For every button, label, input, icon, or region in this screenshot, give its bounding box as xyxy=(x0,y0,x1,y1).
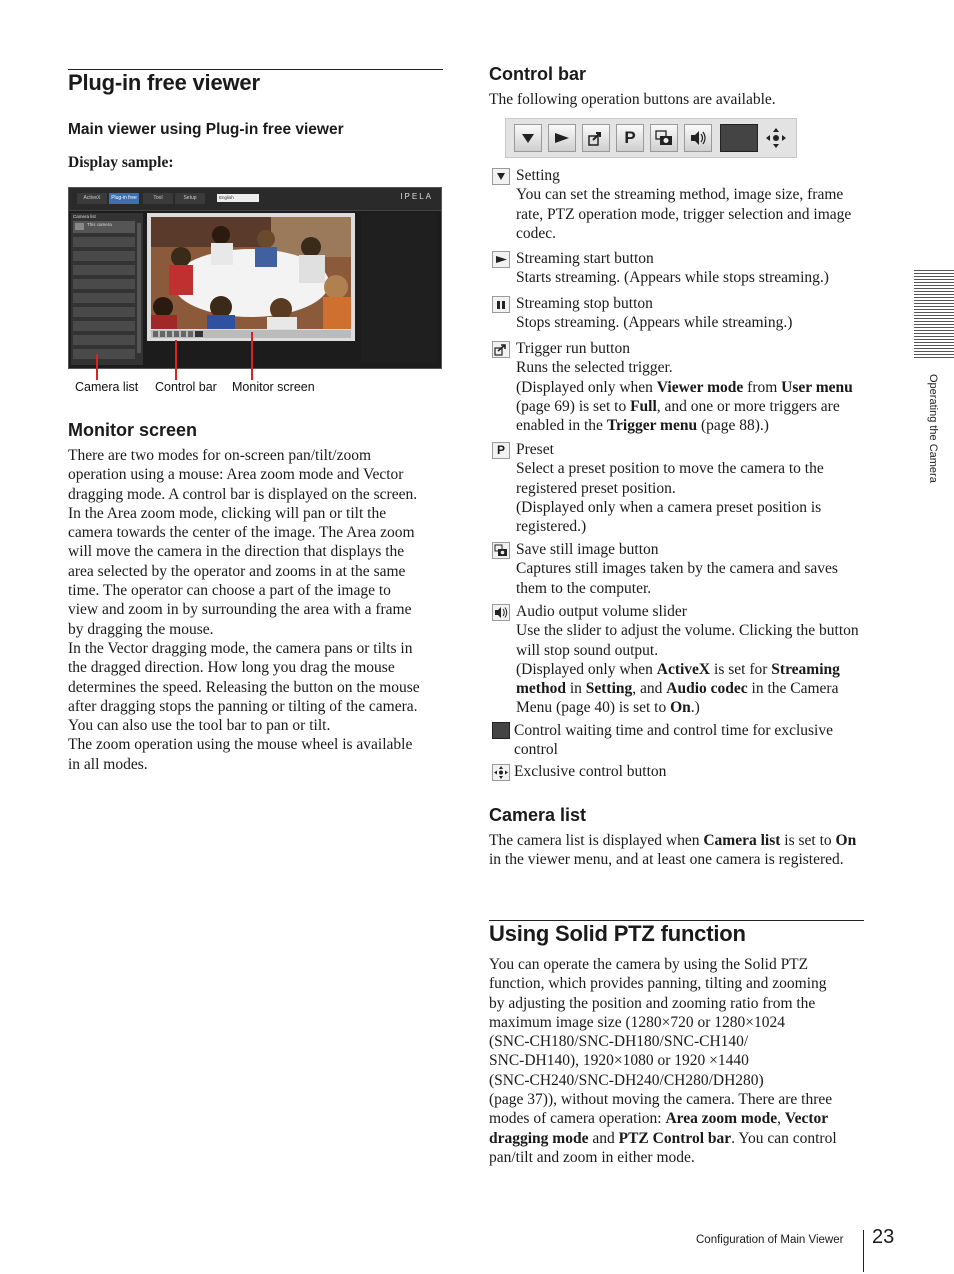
setting-triangle-icon xyxy=(514,124,542,152)
text-line: In the Area zoom mode, clicking will pan or tilt the xyxy=(68,504,387,522)
note-bold: User menu xyxy=(781,378,853,396)
text-line xyxy=(489,1109,869,1128)
note-bold: ActiveX xyxy=(656,660,711,678)
section-title: Plug-in free viewer xyxy=(68,70,260,95)
text-line: camera towards the center of the image. The Area zoom xyxy=(68,524,415,542)
list-row xyxy=(73,307,135,317)
item-title: Preset xyxy=(516,441,554,458)
note-bold: Streaming method xyxy=(516,660,840,698)
callout-line-control-bar xyxy=(175,340,177,380)
language-select: English xyxy=(217,194,259,202)
text-line: function, which provides panning, tilting and zooming xyxy=(489,975,827,993)
classroom-photo xyxy=(151,217,351,329)
note-text: is set for xyxy=(710,660,772,678)
camera-list-heading: Camera list xyxy=(489,805,587,825)
text-line: view and zoom in by surrounding the area with a frame xyxy=(68,601,412,619)
trigger-icon xyxy=(492,341,510,358)
speaker-icon xyxy=(684,124,712,152)
control-bar-image xyxy=(505,118,797,158)
list-row xyxy=(73,279,135,289)
callout-control-bar: Control bar xyxy=(155,380,217,394)
control-time-indicator xyxy=(720,124,758,152)
callout-line-monitor-screen xyxy=(251,332,253,380)
item-body: Captures still images taken by the camera and saves them to the computer. xyxy=(516,560,838,597)
note-text: (Displayed only when xyxy=(516,660,657,678)
note-bold: Audio codec xyxy=(666,680,748,698)
text-line: (SNC-CH180/SNC-DH180/SNC-CH140/ xyxy=(489,1033,749,1051)
list-row xyxy=(73,321,135,331)
callout-camera-list: Camera list xyxy=(75,380,139,394)
text-bold: PTZ Control bar xyxy=(618,1129,732,1147)
text-line xyxy=(489,1129,869,1148)
exclusive-control-icon xyxy=(492,764,510,781)
setting-triangle-icon xyxy=(492,168,510,185)
item-title: Control waiting time and control time for exclusive control xyxy=(514,722,833,759)
text-line: in all modes. xyxy=(68,755,148,773)
exclusive-control-icon xyxy=(762,124,790,152)
control-bar-intro: The following operation buttons are available. xyxy=(489,91,776,108)
item-title: Trigger run button xyxy=(516,340,630,357)
preset-p-icon: P xyxy=(616,124,644,152)
text-line: will move the camera in the direction that displays the xyxy=(68,543,405,561)
item-note: (Displayed only when a camera preset position is registered.) xyxy=(516,498,822,536)
control-time-icon xyxy=(492,722,510,739)
side-tab-label: Operating the Camera xyxy=(927,374,939,483)
note-text: .) xyxy=(690,699,700,717)
text-run: and xyxy=(588,1129,619,1147)
item-title: Streaming start button xyxy=(516,250,654,267)
text-line: The zoom operation using the mouse wheel is available xyxy=(68,736,413,754)
item-body: Starts streaming. (Appears while stops streaming.) xyxy=(516,269,829,287)
viewer-top-bar xyxy=(69,188,441,211)
note-text: (page 88).) xyxy=(697,417,769,435)
text-line: You can also use the tool bar to pan or tilt. xyxy=(68,717,331,735)
camera-entry-label: This camera xyxy=(87,222,112,227)
text-bold: Camera list xyxy=(703,832,781,849)
camera-list-header: Camera list xyxy=(73,214,96,219)
subsection-title: Main viewer using Plug-in free viewer xyxy=(68,121,344,138)
viewer-screenshot xyxy=(68,187,442,369)
camera-list-panel xyxy=(71,213,143,365)
play-icon xyxy=(548,124,576,152)
list-row xyxy=(73,237,135,247)
text-line: maximum image size (1280×720 or 1280×1024 xyxy=(489,1013,786,1031)
note-text: , and xyxy=(632,680,667,698)
note-text: (page 69) is set to xyxy=(516,397,631,415)
text-bold: dragging mode xyxy=(489,1129,589,1147)
callout-line-camera-list xyxy=(96,354,98,380)
page-number: 23 xyxy=(872,1226,895,1248)
callout-monitor-screen: Monitor screen xyxy=(232,380,315,394)
item-title: Save still image button xyxy=(516,541,659,558)
monitor-screen xyxy=(147,213,355,341)
text-bold: Area zoom mode xyxy=(665,1110,778,1128)
play-icon xyxy=(492,251,510,268)
camera-list-text xyxy=(489,831,864,870)
item-body: Stops streaming. (Appears while streaming.) xyxy=(516,314,793,332)
speaker-icon xyxy=(492,604,510,621)
tab-activex: ActiveX xyxy=(77,193,107,204)
list-row xyxy=(73,335,135,345)
text-run: The camera list is displayed when xyxy=(489,832,704,849)
text-line: after dragging stops the panning or tilting of the camera. xyxy=(68,697,418,715)
tab-setup: Setup xyxy=(175,193,205,204)
item-body: You can set the streaming method, image size, frame rate, PTZ operation mode, trigger selection and image codec. xyxy=(516,186,852,242)
item-title: Exclusive control button xyxy=(514,763,667,780)
note-text: (Displayed only when xyxy=(516,378,657,396)
text-run: , xyxy=(777,1110,785,1128)
text-line: In the Vector dragging mode, the camera pans or tilts in xyxy=(68,639,413,657)
trigger-icon xyxy=(582,124,610,152)
text-line: determines the speed. Releasing the button on the mouse xyxy=(68,678,420,696)
text-line: There are two modes for on-screen pan/tilt/zoom xyxy=(68,447,371,464)
note-text: in xyxy=(565,680,586,698)
note-text: , and one or more triggers are enabled in the xyxy=(516,397,840,435)
footer-section: Configuration of Main Viewer xyxy=(696,1234,844,1246)
monitor-screen-heading: Monitor screen xyxy=(68,420,198,440)
footer-divider xyxy=(863,1230,864,1272)
text-line: area selected by the operator and zooms in at the same xyxy=(68,562,406,580)
tab-tool: Tool xyxy=(143,193,173,204)
text-line: pan/tilt and zoom in either mode. xyxy=(489,1148,695,1166)
text-line: (SNC-CH240/SNC-DH240/CH280/DH280) xyxy=(489,1071,764,1089)
text-line: operation using a mouse: Area zoom mode and Vector xyxy=(68,466,404,484)
control-bar-heading: Control bar xyxy=(489,64,586,84)
camera-save-icon xyxy=(492,542,510,559)
list-row xyxy=(73,265,135,275)
item-title: Audio output volume slider xyxy=(516,603,687,620)
camera-save-icon xyxy=(650,124,678,152)
list-row xyxy=(73,293,135,303)
side-tab-stripes xyxy=(914,270,954,360)
text-run: is set to xyxy=(780,832,836,849)
note-bold: Full xyxy=(630,397,657,415)
text-run: . You can control xyxy=(731,1129,837,1147)
pause-icon xyxy=(492,296,510,313)
camera-entry xyxy=(73,221,135,233)
camera-image xyxy=(151,217,351,329)
preset-p-icon: P xyxy=(492,442,510,459)
text-line: time. The operator can choose a part of the image to xyxy=(68,582,391,600)
text-line: (page 37)), without moving the camera. There are three xyxy=(489,1091,833,1109)
solid-ptz-text xyxy=(489,955,869,1167)
note-bold: Viewer mode xyxy=(656,378,744,396)
text-line: by dragging the mouse. xyxy=(68,620,214,638)
note-bold: Trigger menu xyxy=(606,417,698,435)
tab-plugin-free: Plug-in free xyxy=(109,193,139,204)
text-run: in the viewer menu, and at least one camera is registered. xyxy=(489,851,844,869)
note-bold: On xyxy=(670,699,691,717)
item-title: Setting xyxy=(516,167,560,184)
item-title: Streaming stop button xyxy=(516,295,653,312)
display-sample-label: Display sample: xyxy=(68,154,174,171)
item-body: Use the slider to adjust the volume. Clicking the button will stop sound output. xyxy=(516,622,859,659)
item-body: Select a preset position to move the camera to the registered preset position. xyxy=(516,460,824,497)
text-bold: On xyxy=(835,832,857,849)
list-row xyxy=(73,251,135,261)
empty-area xyxy=(361,213,437,363)
scrollbar xyxy=(137,223,141,353)
camera-thumb-icon xyxy=(75,223,84,230)
item-body: Runs the selected trigger. xyxy=(516,359,673,377)
note-text: from xyxy=(743,378,782,396)
text-line: the dragged direction. How long you drag the mouse xyxy=(68,659,395,677)
solid-ptz-title: Using Solid PTZ function xyxy=(489,921,746,946)
text-line: You can operate the camera by using the Solid PTZ xyxy=(489,956,809,973)
monitor-screen-text xyxy=(68,446,448,774)
note-bold: Setting xyxy=(585,680,633,698)
text-line: SNC-DH140), 1920×1080 or 1920 ×1440 xyxy=(489,1052,749,1070)
text-line: dragging mode. A control bar is displayed on the screen. xyxy=(68,485,418,503)
note-text: in the Camera Menu (page 40) is set to xyxy=(516,680,839,717)
list-row xyxy=(73,349,135,359)
text-line: by adjusting the position and zooming ratio from the xyxy=(489,994,816,1012)
text-run: modes of camera operation: xyxy=(489,1110,666,1128)
ipela-logo: IPELA xyxy=(400,192,433,201)
text-bold: Vector xyxy=(784,1110,829,1128)
